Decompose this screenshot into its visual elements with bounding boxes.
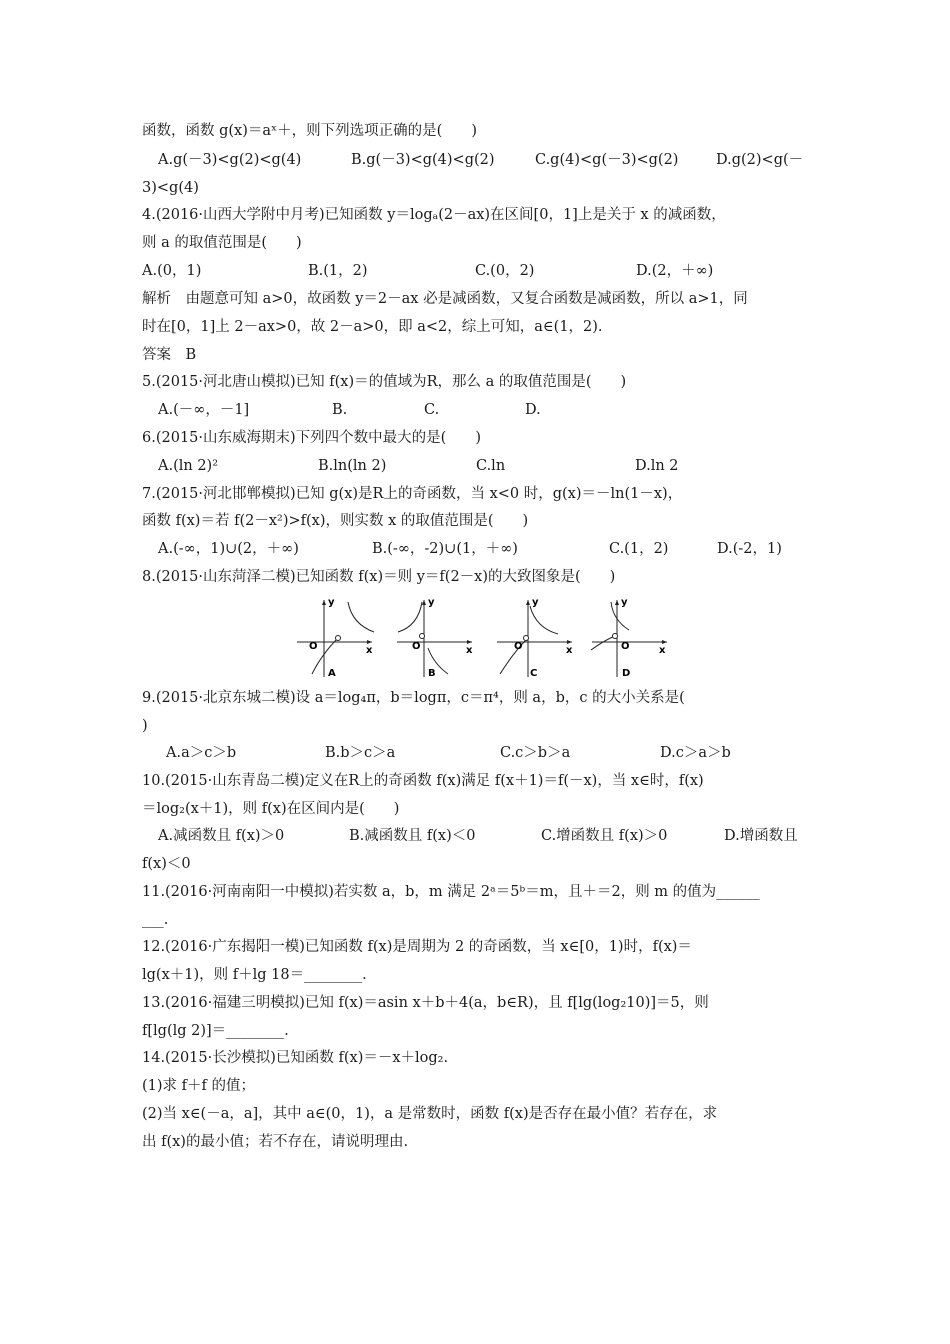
q8-graph-a-axis-x: x [366,645,373,656]
q9-stem: 9.(2015·北京东城二模)设 a＝log₄π，b＝logπ，c＝π⁴，则 a，b，c 的大小关系是( [142,690,685,706]
q8-graph-b-axis-y: y [428,597,435,608]
q8-graph-d [591,597,667,679]
q8-graph-d-axis-x: x [659,645,666,656]
q8-graph-b-axis-x: x [466,645,473,656]
q6-option-a: A.(ln 2)² [158,458,219,474]
q12-stem-line1: 12.(2016·广东揭阳一模)已知函数 f(x)是周期为 2 的奇函数，当 x∈[0，1)时，f(x)＝ [142,939,692,955]
q10-stem-line1: 10.(2015·山东青岛二模)定义在R上的奇函数 f(x)满足 f(x＋1)＝f(－x)，当 x∈时，f(x) [142,773,704,789]
q7-stem-line1: 7.(2015·河北邯郸模拟)已知 g(x)是R上的奇函数，当 x<0 时，g(x)＝－ln(1－x)， [142,486,683,502]
q7-option-a: A.(-∞，1)∪(2，＋∞) [158,541,299,557]
q8-graph-b-origin: O [412,641,421,652]
q10-option-a: A.减函数且 f(x)＞0 [158,828,285,844]
q8-graph-c-axis-y: y [532,597,539,608]
q8-graph-b-label: B [428,668,436,679]
q7-stem-line2: 函数 f(x)＝若 f(2－x²)>f(x)，则实数 x 的取值范围是( ) [142,513,529,529]
q14-stem: 14.(2015·长沙模拟)已知函数 f(x)＝－x＋log₂. [142,1050,449,1066]
q5-option-a: A.(－∞，－1] [158,402,250,418]
q8-graph-a-label: A [328,668,336,679]
q3-stem: 函数，函数 g(x)＝aˣ＋，则下列选项正确的是( ) [142,123,477,139]
q8-graph-d-origin: O [621,641,630,652]
q9-option-d: D.c＞a＞b [660,745,731,761]
q10-option-b: B.减函数且 f(x)＜0 [349,828,476,844]
q13-stem-line1: 13.(2016·福建三明模拟)已知 f(x)＝asin x＋b＋4(a，b∈R)，且 f[lg(log₂10)]＝5，则 [142,995,709,1011]
q6-option-b: B.ln(ln 2) [318,458,387,474]
q3-option-c: C.g(4)<g(－3)<g(2) [535,152,679,168]
q14-part2-line1: (2)当 x∈(－a，a]，其中 a∈(0，1)，a 是常数时，函数 f(x)是否存在最小值？若存在，求 [142,1106,718,1122]
q10-option-d-wrap: f(x)＜0 [142,856,191,872]
q8-graph-c-origin: O [514,641,523,652]
q6-stem: 6.(2015·山东威海期末)下列四个数中最大的是( ) [142,430,481,446]
q3-option-b: B.g(－3)<g(4)<g(2) [351,152,495,168]
q14-part1: (1)求 f＋f 的值； [142,1078,255,1094]
q8-graph-d-axis-y: y [621,597,628,608]
q5-option-b: B. [332,402,348,418]
q4-stem-line2: 则 a 的取值范围是( ) [142,235,302,251]
q9-option-a: A.a＞c＞b [166,745,237,761]
q5-option-d: D. [525,402,541,418]
q6-option-c: C.ln [476,458,506,474]
q4-option-b: B.(1，2) [308,263,368,279]
q7-option-c: C.(1，2) [609,541,669,557]
q10-stem-line2: ＝log₂(x＋1)，则 f(x)在区间内是( ) [142,801,400,817]
q8-graph-c-label: C [530,668,538,679]
q4-analysis-line1: 解析 由题意可知 a>0，故函数 y＝2－ax 必是减函数，又复合函数是减函数，所以 a>1，同 [142,291,748,307]
q4-analysis-line2: 时在[0，1]上 2－ax>0，故 2－a>0，即 a<2，综上可知，a∈(1，2). [142,319,603,335]
q7-option-b: B.(-∞，-2)∪(1，＋∞) [372,541,518,557]
q8-graph-b [397,597,473,679]
q4-option-c: C.(0，2) [475,263,535,279]
q12-stem-line2: lg(x＋1)，则 f＋lg 18＝________. [142,967,367,983]
q8-stem: 8.(2015·山东菏泽二模)已知函数 f(x)＝则 y＝f(2－x)的大致图象是( ) [142,569,616,585]
q13-stem-line2: f[lg(lg 2)]＝________. [142,1023,289,1039]
q8-graph-a-origin: O [309,641,318,652]
q5-stem: 5.(2015·河北唐山模拟)已知 f(x)＝的值域为R，那么 a 的取值范围是( ) [142,374,627,390]
q3-option-d: D.g(2)<g(－ [716,152,804,168]
q14-part2-line2: 出 f(x)的最小值；若不存在，请说明理由. [142,1134,409,1150]
q4-option-d: D.(2，＋∞) [636,263,714,279]
q4-option-a: A.(0，1) [142,263,202,279]
q8-graph-c [497,597,573,679]
q8-graph-c-axis-x: x [566,645,573,656]
q10-option-c: C.增函数且 f(x)＞0 [541,828,668,844]
q11-stem-line1: 11.(2016·河南南阳一中模拟)若实数 a，b，m 满足 2ᵃ＝5ᵇ＝m，且＋＝2，则 m 的值为______ [142,884,760,900]
q9-stem-wrap: ) [142,718,148,734]
q6-option-d: D.ln 2 [635,458,679,474]
q8-graph-d-label: D [622,668,631,679]
q4-stem-line1: 4.(2016·山西大学附中月考)已知函数 y＝logₐ(2－ax)在区间[0，1]上是关于 x 的减函数， [142,207,726,223]
q5-option-c: C. [424,402,440,418]
q8-graph-options [292,592,666,682]
q3-option-a: A.g(－3)<g(2)<g(4) [158,152,302,168]
q8-graph-a [297,597,374,679]
q10-option-d: D.增函数且 [724,828,798,844]
q9-option-c: C.c＞b＞a [500,745,571,761]
q7-option-d: D.(-2，1) [717,541,782,557]
q8-graph-a-axis-y: y [328,597,335,608]
q4-answer: 答案 B [142,347,197,363]
q11-stem-line2: ___. [142,912,169,928]
q3-option-d-wrap: 3)<g(4) [142,180,199,196]
q9-option-b: B.b＞c＞a [325,745,396,761]
